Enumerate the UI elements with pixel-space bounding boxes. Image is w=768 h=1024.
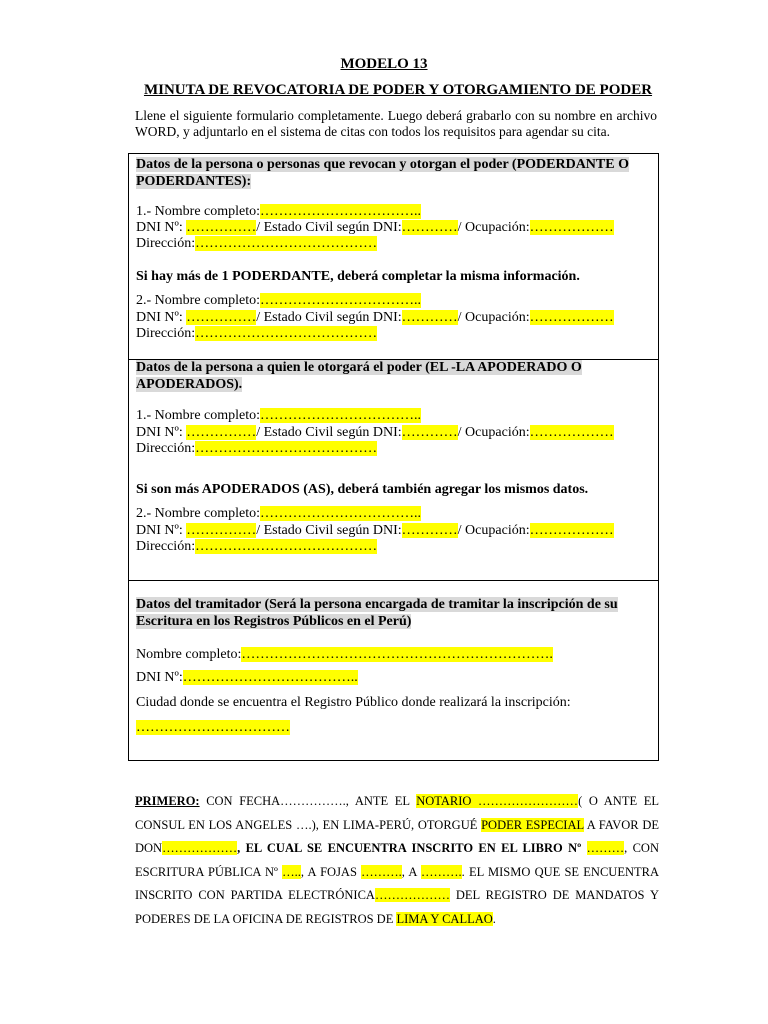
poderdante-1-direccion-row: Dirección:………………………………… <box>136 236 378 251</box>
apoderado-1-direccion-field[interactable]: ………………………………… <box>195 441 378 456</box>
apoderado-2-dni-field[interactable]: …………… <box>186 523 257 538</box>
poder-especial-highlight: PODER ESPECIAL <box>481 817 584 832</box>
tramitador-section <box>128 580 659 761</box>
apoderado-2-direccion-row: Dirección:………………………………… <box>136 539 378 554</box>
model-number: MODELO 13 <box>340 56 428 72</box>
fojas-field[interactable]: ………. <box>361 864 402 879</box>
document-title: MINUTA DE REVOCATORIA DE PODER Y OTORGAMIENTO DE PODER <box>143 82 653 98</box>
tramitador-header: Datos del tramitador (Será la persona encargada de tramitar la inscripción de su Escritura en los Registros Públicos en el Perú) <box>136 597 618 629</box>
tramitador-ciudad-field[interactable]: …………………………… <box>136 720 290 735</box>
poderdante-1-estado-field[interactable]: ………… <box>401 220 458 235</box>
libro-field[interactable]: ……… <box>586 841 625 855</box>
apoderado-1-estado-field[interactable]: ………… <box>401 425 458 440</box>
apoderado-header: Datos de la persona a quien le otorgará el poder (EL -LA APODERADO O APODERADOS). <box>136 360 582 392</box>
tramitador-dni-field[interactable]: ……………………………….. <box>182 670 358 685</box>
poderdante-2-ocupacion-field[interactable]: ……………… <box>529 310 614 325</box>
instructions-text: Llene el siguiente formulario completamente. Luego deberá grabarlo con su nombre en archivo WORD, y adjuntarlo en el sistema de citas con todos los requisitos para agendar su cita. <box>135 108 657 139</box>
poderdante-2-direccion-row: Dirección:………………………………… <box>136 326 378 341</box>
apoderado-1-direccion-row: Dirección:………………………………… <box>136 441 378 456</box>
poderdante-1-dni-field[interactable]: …………… <box>186 220 257 235</box>
poderdante-1-direccion-field[interactable]: ………………………………… <box>195 236 378 251</box>
apoderado-1-dni-field[interactable]: …………… <box>186 425 257 440</box>
tramitador-dni-row: DNI Nº:……………………………….. <box>136 670 358 685</box>
apoderado-1-name-row: 1.- Nombre completo:…………………………….. <box>136 408 422 423</box>
tramitador-name-field[interactable]: …………………………………………………………. <box>241 647 553 662</box>
apoderado-2-name-field[interactable]: …………………………….. <box>260 506 422 521</box>
escritura-field[interactable]: ….. <box>282 864 301 879</box>
apoderado-1-ocupacion-field[interactable]: ……………… <box>529 425 614 440</box>
poderdante-1-name-field[interactable]: …………………………….. <box>260 204 422 219</box>
poderdante-2-dni-row: DNI Nº: ……………/ Estado Civil según DNI:…………/ Ocupación:……………… <box>136 310 614 325</box>
apoderado-section <box>128 359 659 581</box>
notario-field[interactable]: NOTARIO …………………… <box>416 794 579 808</box>
apoderado-2-estado-field[interactable]: ………… <box>401 523 458 538</box>
poderdante-2-estado-field[interactable]: ………… <box>401 310 458 325</box>
apoderado-note: Si son más APODERADOS (AS), deberá también agregar los mismos datos. <box>136 482 589 497</box>
apoderado-1-dni-row: DNI Nº: ……………/ Estado Civil según DNI:…………/ Ocupación:……………… <box>136 425 614 440</box>
poderdante-1-ocupacion-field[interactable]: ……………… <box>529 220 614 235</box>
lima-callao-highlight: LIMA Y CALLAO <box>396 911 493 926</box>
apoderado-2-name-row: 2.- Nombre completo:…………………………….. <box>136 506 422 521</box>
poderdante-2-name-field[interactable]: …………………………….. <box>260 293 422 308</box>
poderdante-header: Datos de la persona o personas que revocan y otorgan el poder (PODERDANTE O PODERDANTES): <box>136 157 629 189</box>
apoderado-2-dni-row: DNI Nº: ……………/ Estado Civil según DNI:…………/ Ocupación:……………… <box>136 523 614 538</box>
primero-label: PRIMERO: <box>135 794 200 808</box>
apoderado-1-name-field[interactable]: …………………………….. <box>260 408 422 423</box>
tramitador-ciudad-row <box>136 720 290 736</box>
poderdante-1-name-row: 1.- Nombre completo:…………………………….. <box>136 204 422 219</box>
poderdante-2-direccion-field[interactable]: ………………………………… <box>195 326 378 341</box>
poderdante-2-name-row: 2.- Nombre completo:…………………………….. <box>136 293 422 308</box>
fojas-to-field[interactable]: ………. <box>420 864 462 879</box>
tramitador-name-row: Nombre completo:…………………………………………………………. <box>136 647 553 662</box>
poderdante-2-dni-field[interactable]: …………… <box>186 310 257 325</box>
poderdante-note: Si hay más de 1 PODERDANTE, deberá completar la misma información. <box>136 269 580 284</box>
tramitador-ciudad-label: Ciudad donde se encuentra el Registro Público donde realizará la inscripción: <box>136 695 571 710</box>
apoderado-2-direccion-field[interactable]: ………………………………… <box>195 539 378 554</box>
apoderado-2-ocupacion-field[interactable]: ……………… <box>529 523 614 538</box>
don-name-field[interactable]: ……………… <box>162 841 238 855</box>
primero-clause: PRIMERO: CON FECHA……………., ANTE EL NOTARIO ……………………( O ANTE EL CONSUL EN LOS ANGELES ….), EN LIMA-PERÚ, OTORGUÉ PODER ESPECIAL A FAVOR DE DON………………, EL CUAL SE ENCUENTRA INSCRITO EN EL LIBRO Nº ………, CON ESCRITURA PÚBLICA Nº ….., A FOJAS ………., A ……….. EL MISMO QUE SE ENCUENTRA INSCRITO CON PARTIDA ELECTRÓNICA……………… DEL REGISTRO DE MANDATOS Y PODERES DE LA OFICINA DE REGISTROS DE LIMA Y CALLAO. <box>135 794 659 926</box>
partida-field[interactable]: ……………… <box>374 888 450 902</box>
poderdante-1-dni-row: DNI Nº: ……………/ Estado Civil según DNI:…………/ Ocupación:……………… <box>136 220 614 235</box>
poderdante-section <box>128 153 659 360</box>
